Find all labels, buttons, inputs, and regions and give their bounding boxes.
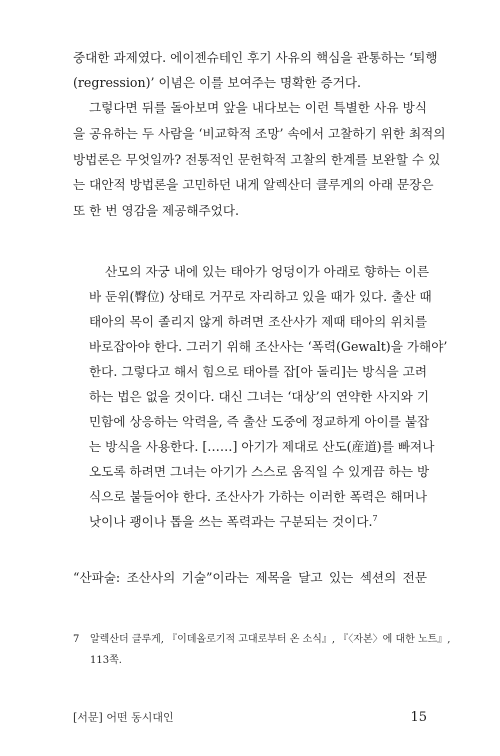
quote-line-11 xyxy=(89,514,427,530)
footnote-number: 7 xyxy=(73,634,80,645)
paragraph-3-line-1: “산파술: 조산사의 기술”이라는 제목을 달고 있는 섹션의 전문 xyxy=(73,570,427,585)
quote-line-4: 바로잡아야 한다. 그러기 위해 조산사는 ‘폭력(Gewalt)을 가해야’ xyxy=(89,339,448,354)
quote-line-1: 산모의 자궁 내에 있는 태아가 엉덩이가 아래로 향하는 이른 xyxy=(105,264,429,279)
quote-line-5: 한다. 그렇다고 해서 힘으로 태아를 잡[아 돌리]는 방식을 고려 xyxy=(89,364,427,379)
quote-line-8: 는 방식을 사용한다. [……] 아기가 제대로 산도(産道)를 빠져나 xyxy=(89,439,435,454)
paragraph-2-line-2: 을 공유하는 두 사람을 ‘비교학적 조망’ 속에서 고찰하기 위한 최적의 xyxy=(73,126,446,141)
paragraph-1-line-2: (regression)’ 이념은 이를 보여주는 명확한 증거다. xyxy=(73,75,361,90)
paragraph-2-line-1: 그렇다면 뒤를 돌아보며 앞을 내다보는 이런 특별한 사유 방식 xyxy=(89,100,427,115)
running-head: [서문] 어떤 동시대인 xyxy=(73,711,174,724)
quote-line-6: 하는 법은 없을 것이다. 대신 그녀는 ‘대상’의 연약한 사지와 기 xyxy=(89,389,430,404)
paragraph-2-line-5: 또 한 번 영감을 제공해주었다. xyxy=(73,203,240,218)
quote-line-9: 오도록 하려면 그녀는 아기가 스스로 움직일 수 있게끔 하는 방 xyxy=(89,464,430,479)
quote-line-11-text: 낫이나 괭이나 톱을 쓰는 폭력과는 구분되는 것이다. xyxy=(89,514,373,529)
footnote-line-2: 113쪽. xyxy=(90,655,122,666)
quote-line-2: 바 둔위(臀位) 상태로 거꾸로 자리하고 있을 때가 있다. 출산 때 xyxy=(89,289,432,304)
paragraph-2-line-4: 는 대안적 방법론을 고민하던 내게 알렉산더 클루게의 아래 문장은 xyxy=(73,177,434,192)
footnote-line-1: 알렉산더 클루게, 『이데올로기적 고대로부터 온 소식』, 『〈자본〉에 대한 노트』, xyxy=(90,634,451,645)
paragraph-1-line-1: 중대한 과제였다. 에이젠슈테인 후기 사유의 핵심을 관통하는 ‘퇴행 xyxy=(73,50,438,65)
page-number: 15 xyxy=(410,710,427,725)
quote-line-7: 민함에 상응하는 악력을, 즉 출산 도중에 정교하게 아이를 붙잡 xyxy=(89,414,430,429)
quote-line-10: 식으로 붙들어야 한다. 조산사가 가하는 이러한 폭력은 해머나 xyxy=(89,489,427,504)
footnote-reference[interactable]: 7 xyxy=(372,513,378,523)
quote-line-3: 태아의 목이 졸리지 않게 하려면 조산사가 제때 태아의 위치를 xyxy=(89,314,427,329)
paragraph-2-line-3: 방법론은 무엇일까? 전통적인 문헌학적 고찰의 한계를 보완할 수 있 xyxy=(73,152,441,167)
